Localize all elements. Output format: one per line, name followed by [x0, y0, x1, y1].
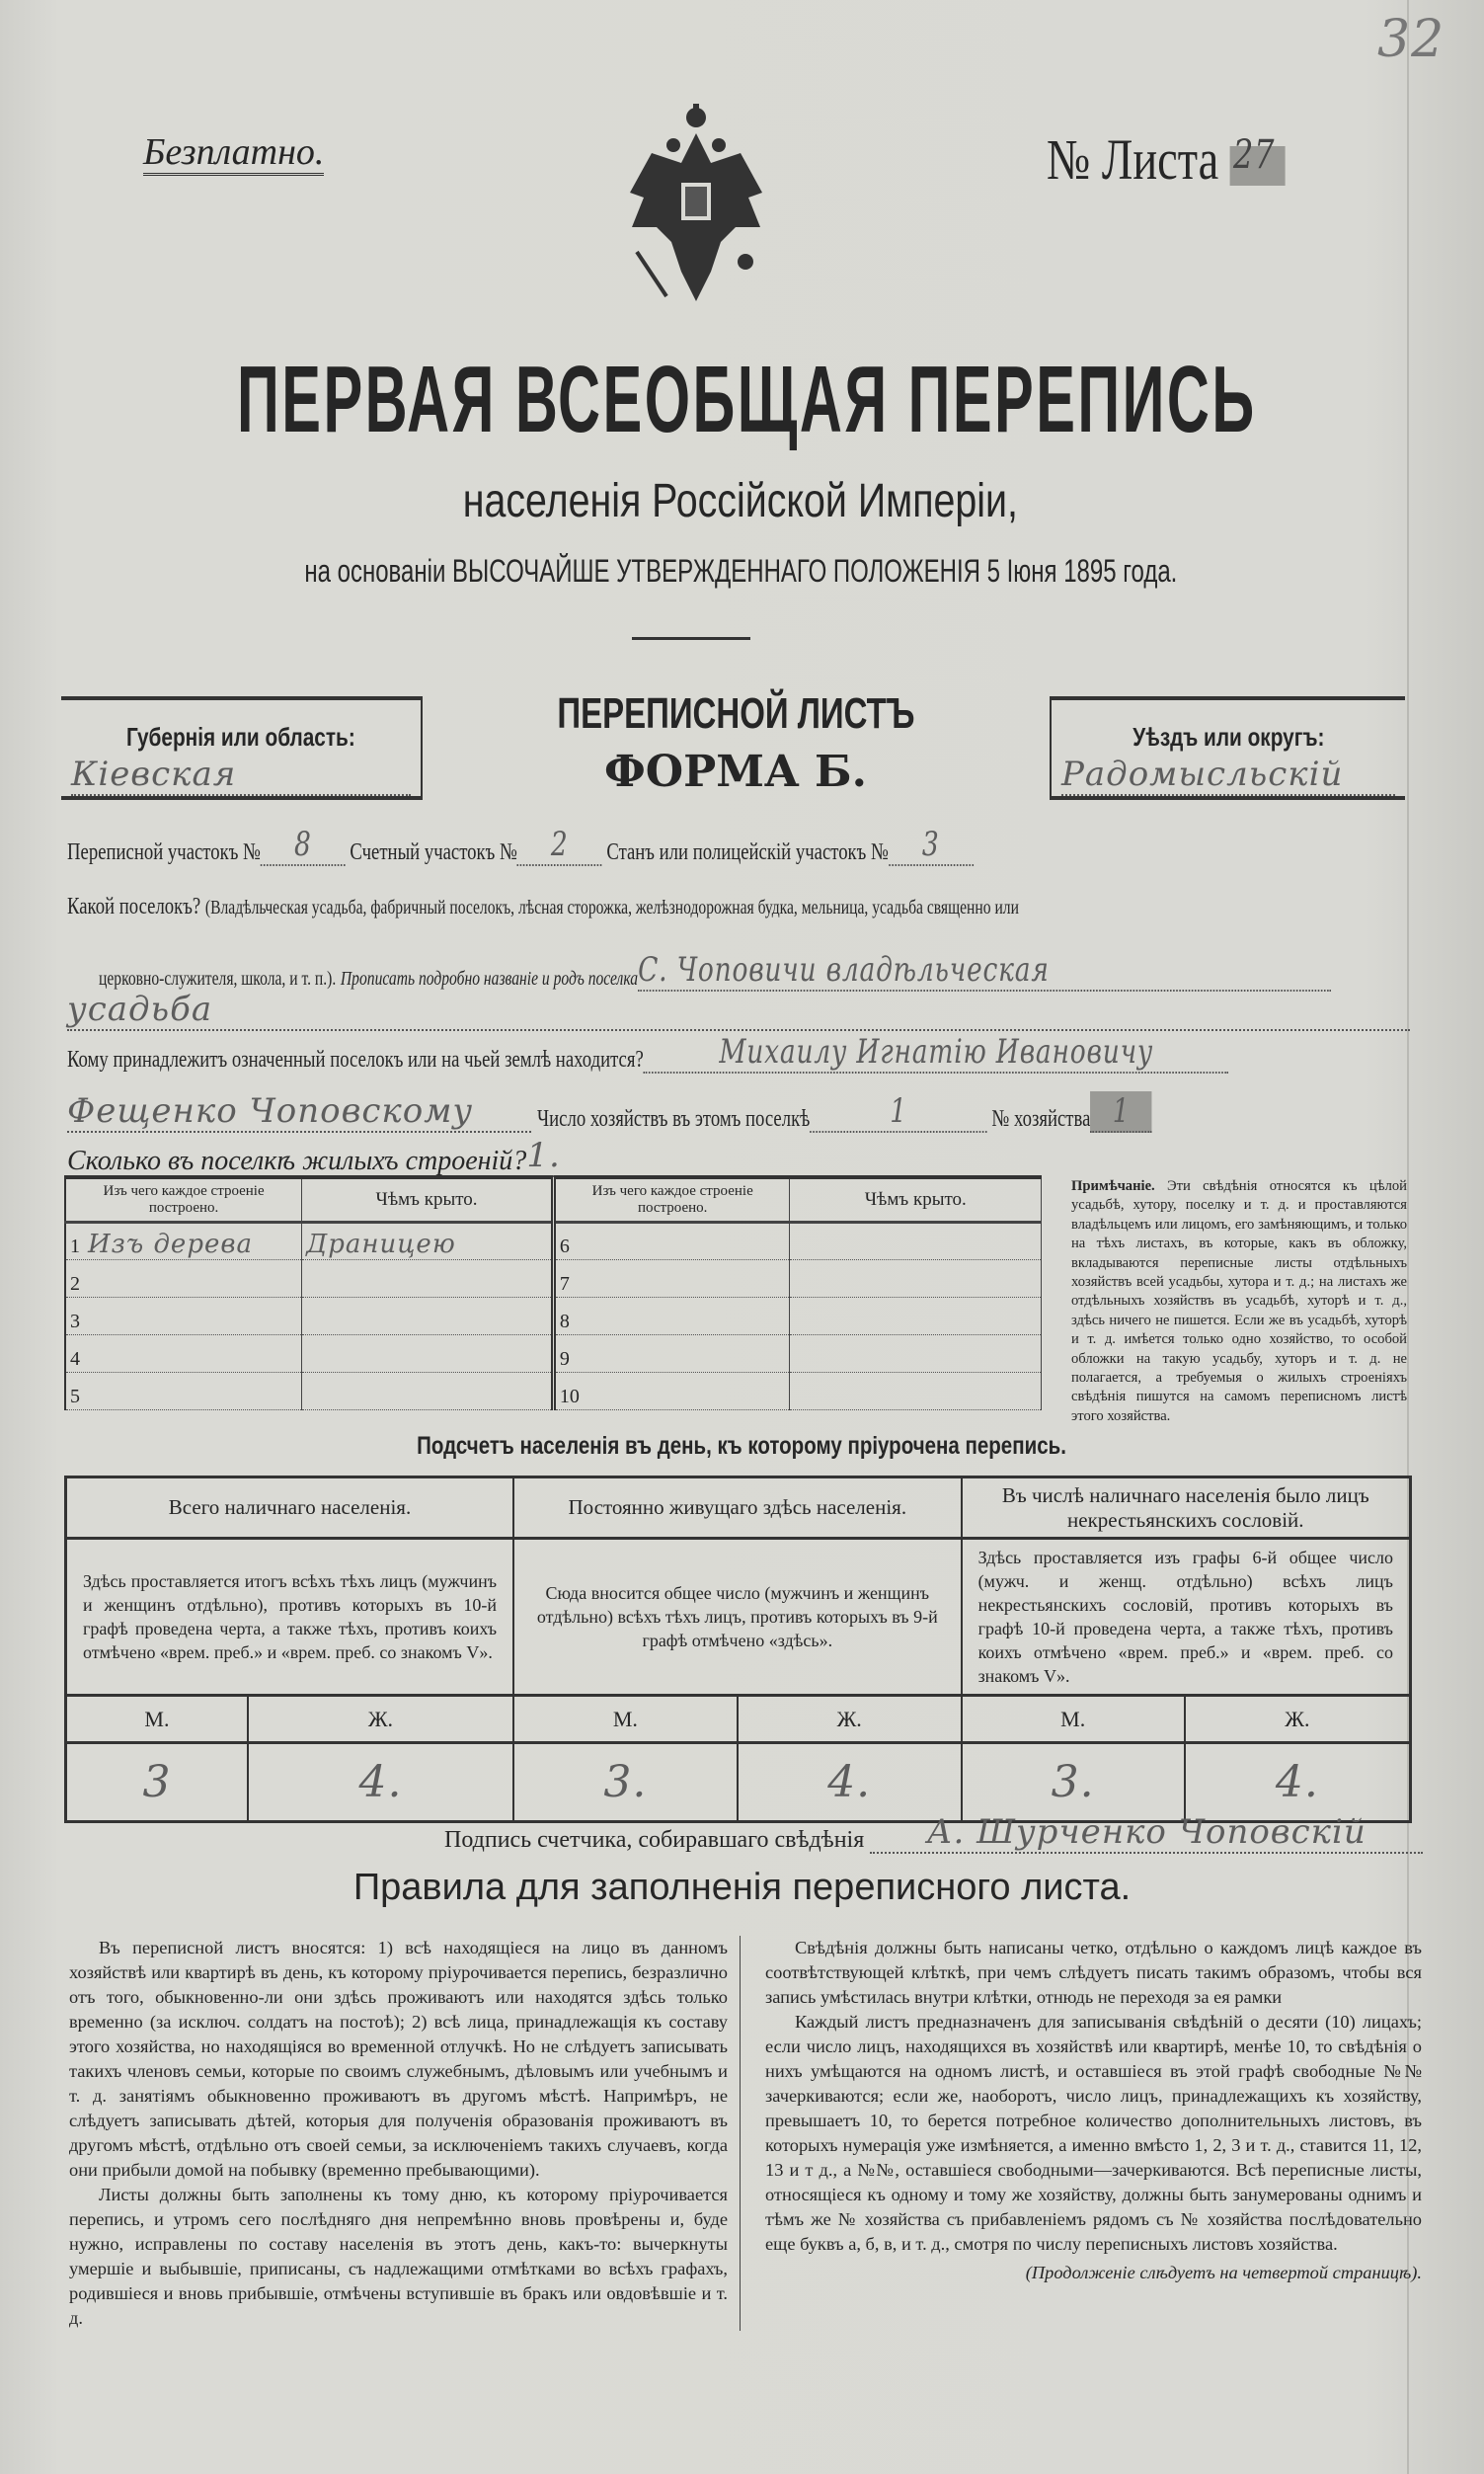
district-box: Уѣздъ или округъ: Радомысльскій: [1050, 696, 1405, 800]
legal-basis: на основаніи ВЫСОЧАЙШЕ УТВЕРЖДЕННАГО ПОЛОЖЕНІЯ 5 Іюня 1895 года.: [303, 553, 1177, 589]
material-cell[interactable]: [65, 1298, 302, 1335]
row-number: 9: [559, 1348, 570, 1370]
settlement-field[interactable]: С. Чоповичи владѣльческая: [638, 950, 1331, 992]
male-label: М.: [513, 1696, 738, 1743]
table-row: [65, 1298, 1042, 1335]
settlement-line: Какой поселокъ? (Владѣльческая усадьба, фабричный поселокъ, лѣсная сторожка, желѣзнодорожная будка, мельница, усадьба священно или: [67, 894, 1019, 919]
roof-value: Драницею: [306, 1230, 456, 1259]
settlement-field-2[interactable]: усадьба: [67, 990, 1410, 1031]
roof-cell[interactable]: [302, 1260, 554, 1298]
female-count[interactable]: 4.: [738, 1743, 962, 1822]
households-field[interactable]: 1: [810, 1091, 986, 1133]
group-title: Въ числѣ наличнаго населенія было лицъ некрестьянскихъ сословій.: [962, 1477, 1411, 1539]
material-cell[interactable]: [65, 1260, 302, 1298]
roof-cell[interactable]: [790, 1223, 1042, 1260]
row-number: 4: [70, 1348, 80, 1370]
table-row: [65, 1223, 1042, 1260]
document-title: ПЕРВАЯ ВСЕОБЩАЯ ПЕРЕПИСЬ: [237, 347, 1257, 452]
district-field[interactable]: Радомысльскій: [1061, 755, 1395, 796]
buildings-line: Сколько въ поселкѣ жилыхъ строеній?1.: [67, 1136, 822, 1177]
row-number: 2: [70, 1273, 80, 1295]
buildings-table: [64, 1175, 1042, 1410]
owner-field-2[interactable]: Фещенко Чоповскому: [67, 1091, 531, 1133]
roof-cell[interactable]: [302, 1298, 554, 1335]
households-line: Фещенко Чоповскому Число хозяйствъ въ этомъ поселкѣ 1 № хозяйства 1: [67, 1091, 1325, 1133]
roof-cell[interactable]: [302, 1223, 554, 1260]
roof-cell[interactable]: [302, 1335, 554, 1373]
rules-right-column: Свѣдѣнія должны быть написаны четко, отдѣльно о каждомъ лицѣ каждое въ соотвѣтствующей клѣткѣ, при чемъ слѣдуетъ писать такимъ образомъ, чтобы вся запись умѣстилась внутри клѣтки, отнюдь не переходя за ея рамки Каждый листъ предназначенъ для записыванія свѣдѣній о десяти (10) лицахъ; если число лицъ, находящихся въ хозяйствѣ или квартирѣ, менѣе 10, то свѣдѣнія о нихъ умѣщаются на одномъ листѣ, и оставшіеся въ этой графѣ свободные №№ зачеркиваются; если же, наоборотъ, число лицъ, принадлежащихъ къ хозяйству, превышаетъ 10, то берется потребное количество дополнительныхъ листовъ, въ которыхъ нумерація уже измѣняется, а именно вмѣсто 1, 2, 3 и т. д., ставится 11, 12, 13 и т д., а №№, оставшіеся свободными—зачеркиваются. Всѣ переписные листы, относящіеся къ одному и тому же хозяйству, должны быть занумерованы однимъ и тѣмъ же № хозяйства съ прибавленіемъ рядомъ съ № хозяйства послѣдовательно еще буквъ а, б, в, и т. д., смотря по числу переписныхъ листовъ хозяйства. (Продолженіе слѣдуетъ на четвертой страницѣ).: [765, 1938, 1422, 2282]
rules-heading: Правила для заполненія переписного листа.: [352, 1867, 1132, 1908]
male-label: М.: [66, 1696, 248, 1743]
province-box: Губернія или область: Кіевская: [61, 696, 423, 800]
census-districts-line: Переписной участокъ № 8 Счетный участокъ № 2 Станъ или полицейскій участокъ № 3: [67, 825, 1229, 866]
male-count[interactable]: 3.: [962, 1743, 1185, 1822]
population-table: [64, 1476, 1412, 1823]
row-number: 8: [559, 1311, 570, 1332]
row-number: 5: [70, 1386, 80, 1407]
owner-line: Кому принадлежитъ означенный поселокъ или на чьей землѣ находится? Михаилу Игнатію Ивановичу: [67, 1032, 1484, 1074]
owner-field[interactable]: Михаилу Игнатію Ивановичу: [644, 1032, 1229, 1074]
signature-field[interactable]: А. Шурченко Чоповскій: [870, 1812, 1423, 1854]
table-row: [65, 1335, 1042, 1373]
row-number: 7: [559, 1273, 570, 1295]
material-cell[interactable]: [553, 1373, 790, 1410]
material-cell[interactable]: [553, 1298, 790, 1335]
row-number: 10: [559, 1386, 580, 1407]
free-of-charge-label: Безплатно.: [143, 130, 324, 174]
roof-cell[interactable]: [790, 1373, 1042, 1410]
material-cell[interactable]: [65, 1223, 302, 1260]
note: Примѣчаніе. Эти свѣдѣнія относятся къ цѣлой усадьбѣ, хутору, поселку и т. д. и проставляются владѣльцемъ или лицомъ, его замѣняющимъ, и только на тѣхъ листахъ, въ которые, какъ въ обложку, вкладываются переписные листы отдѣльныхъ хозяйствъ всей усадьбы, хутора и т. д.; на листахъ же отдѣльныхъ хозяйствъ въ усадьбѣ, хуторѣ и т. д., здѣсь ничего не пишется. Если же въ усадьбѣ, хуторѣ и т. д. имѣется только одно хозяйство, то особой обложки на такую усадьбу, хуторъ и т. д. не полагается, а требуемыя о жилыхъ строеніяхъ свѣдѣнія пишутся на самомъ переписномъ листѣ этого хозяйства.: [1071, 1178, 1407, 1424]
page-number: 32: [1377, 10, 1445, 69]
divider: [632, 637, 750, 640]
table-row: [65, 1260, 1042, 1298]
col-roof: Чѣмъ крыто.: [790, 1177, 1042, 1223]
material-cell[interactable]: [553, 1335, 790, 1373]
police-district-field[interactable]: 3: [889, 825, 974, 866]
census-district-field[interactable]: 8: [261, 825, 346, 866]
row-number: 3: [70, 1311, 80, 1332]
rules-left-column: Въ переписной листъ вносятся: 1) всѣ находящіеся на лицо въ данномъ хозяйствѣ или квартирѣ въ день, къ которому пріурочивается перепись, безразлично отъ того, обыкновенно-ли они здѣсь проживаютъ или находятся здѣсь только временно (за исключ. солдатъ на постоѣ); 2) всѣ лица, принадлежащія къ составу этого хозяйства, но находящіяся во временной отлучкѣ. Но не слѣдуетъ записывать такихъ членовъ семьи, которые по своимъ служебнымъ, дѣловымъ или учебнымъ и т. д. занятіямъ обыкновенно проживаютъ въ другомъ мѣстѣ. Напримѣръ, не слѣдуетъ записывать дѣтей, которыя для полученія образованія проживаютъ въ другомъ мѣстѣ, отдѣльно отъ своей семьи, за исключеніемъ такихъ случаевъ, когда они прибыли домой на побывку (временно пребывающими). Листы должны быть заполнены къ тому дню, къ которому пріурочивается перепись, и утромъ сего послѣдняго дня непремѣнно вновь провѣрены и, буде нужно, исправлены по составу населенія въ этотъ день, какъ-то: вычеркнуты умершіе и выбывшіе, приписаны, съ надлежащими отмѣтками во всѣхъ графахъ, родившіеся и вновь прибывшіе, отмѣчены вступившіе въ бракъ или овдовѣвшіе и т. д.: [69, 1936, 741, 2331]
count-district-field[interactable]: 2: [517, 825, 602, 866]
row-number: 6: [559, 1236, 570, 1257]
roof-cell[interactable]: [790, 1298, 1042, 1335]
table-row: [65, 1373, 1042, 1410]
female-count[interactable]: 4.: [1185, 1743, 1411, 1822]
buildings-field[interactable]: 1.: [526, 1136, 822, 1177]
male-count[interactable]: 3.: [513, 1743, 738, 1822]
female-label: Ж.: [1185, 1696, 1411, 1743]
roof-cell[interactable]: [790, 1335, 1042, 1373]
roof-cell[interactable]: [302, 1373, 554, 1410]
imperial-eagle-emblem: [622, 104, 770, 306]
col-roof: Чѣмъ крыто.: [302, 1177, 554, 1223]
household-number-field[interactable]: 1: [1090, 1091, 1151, 1133]
row-number: 1: [70, 1236, 80, 1257]
material-cell[interactable]: [553, 1223, 790, 1260]
material-value: Изъ дерева: [88, 1230, 253, 1259]
form-title: ПЕРЕПИСНОЙ ЛИСТЪ ФОРМА Б.: [556, 689, 915, 797]
sheet-number-value: 27: [1233, 131, 1276, 178]
material-cell[interactable]: [65, 1335, 302, 1373]
material-cell[interactable]: [553, 1260, 790, 1298]
group-title: Всего наличнаго населенія.: [66, 1477, 514, 1539]
female-count[interactable]: 4.: [248, 1743, 513, 1822]
document-subtitle: населенія Россійской Имперіи,: [462, 475, 1019, 527]
col-material: Изъ чего каждое строеніе построено.: [65, 1177, 302, 1223]
settlement-line-2: церковно-служителя, школа, и т. п.). Прописать подробно названіе и родъ поселкаС. Чоповичи владѣльческая: [99, 950, 1484, 992]
material-cell[interactable]: [65, 1373, 302, 1410]
male-count[interactable]: 3: [66, 1743, 248, 1822]
group-title: Постоянно живущаго здѣсь населенія.: [513, 1477, 962, 1539]
population-heading: Подсчетъ населенія въ день, къ которому пріурочена перепись.: [417, 1432, 1067, 1460]
group-description: Здѣсь проставляется итогъ всѣхъ тѣхъ лицъ (мужчинъ и женщинъ отдѣльно), противъ которыхъ въ 10-й графѣ проведена черта, а также тѣхъ, противъ коихъ отмѣчено «врем. преб.» и «врем. преб. со знакомъ V».: [66, 1539, 514, 1696]
female-label: Ж.: [738, 1696, 962, 1743]
col-material: Изъ чего каждое строеніе построено.: [553, 1177, 790, 1223]
roof-cell[interactable]: [790, 1260, 1042, 1298]
signature-line: Подпись счетчика, собиравшаго свѣдѣнія А. Шурченко Чоповскій: [444, 1812, 1423, 1854]
group-description: Сюда вносится общее число (мужчинъ и женщинъ отдѣльно) всѣхъ тѣхъ лицъ, противъ которыхъ въ 9-й графѣ отмѣчено «здѣсь».: [513, 1539, 962, 1696]
male-label: М.: [962, 1696, 1185, 1743]
province-field[interactable]: Кіевская: [71, 755, 411, 796]
sheet-number: № Листа 27: [1047, 126, 1345, 193]
female-label: Ж.: [248, 1696, 513, 1743]
group-description: Здѣсь проставляется изъ графы 6-й общее число (мужч. и женщ. отдѣльно) всѣхъ лицъ некрестьянскихъ сословій, противъ которыхъ въ графѣ 10-й проведена черта, а также тѣхъ, противъ коихъ отмѣчено «врем. преб.» и «врем. преб. со знакомъ V».: [962, 1539, 1411, 1696]
